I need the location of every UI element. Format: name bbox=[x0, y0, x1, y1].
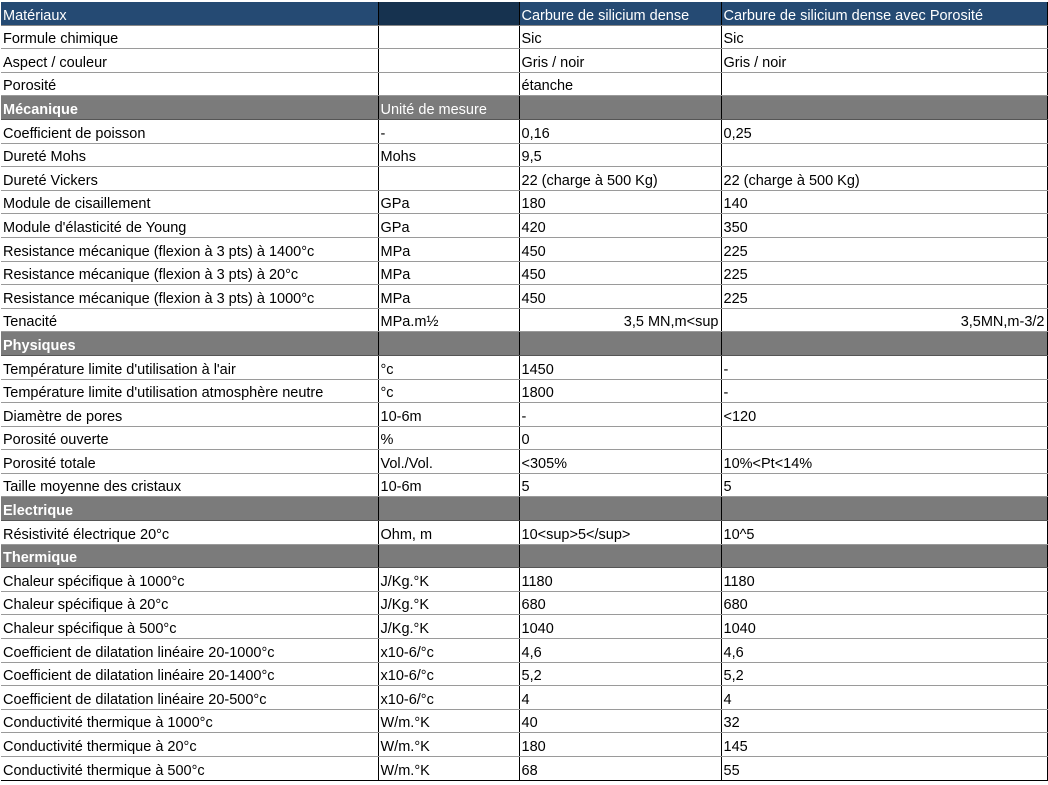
section-row bbox=[1, 96, 1047, 120]
table-row bbox=[1, 591, 1047, 615]
table-cell[interactable]: 1040 bbox=[721, 615, 1047, 639]
table-cell[interactable]: °c bbox=[378, 355, 519, 379]
table-cell[interactable]: 4,6 bbox=[519, 639, 721, 663]
table-cell[interactable] bbox=[378, 167, 519, 191]
table-cell[interactable]: Conductivité thermique à 20°c bbox=[1, 733, 378, 757]
table-row bbox=[1, 757, 1047, 781]
section-cell[interactable] bbox=[721, 497, 1047, 521]
table-row bbox=[1, 662, 1047, 686]
table-cell[interactable]: 5 bbox=[519, 473, 721, 497]
table-cell[interactable]: 40 bbox=[519, 709, 721, 733]
table-cell[interactable]: Porosité bbox=[1, 72, 378, 96]
table-cell[interactable]: Coefficient de dilatation linéaire 20-1000°c bbox=[1, 639, 378, 663]
table-cell[interactable]: 140 bbox=[721, 190, 1047, 214]
table-cell[interactable]: GPa bbox=[378, 190, 519, 214]
table-row bbox=[1, 214, 1047, 238]
table-cell[interactable]: 225 bbox=[721, 285, 1047, 309]
table-cell[interactable] bbox=[378, 25, 519, 49]
table-cell[interactable]: 680 bbox=[721, 591, 1047, 615]
table-cell[interactable]: MPa bbox=[378, 285, 519, 309]
table-cell[interactable]: étanche bbox=[519, 72, 721, 96]
table-cell[interactable] bbox=[378, 72, 519, 96]
table-cell[interactable]: Chaleur spécifique à 1000°c bbox=[1, 568, 378, 592]
table-cell[interactable]: <305% bbox=[519, 450, 721, 474]
table-cell[interactable]: - bbox=[519, 403, 721, 427]
table-row bbox=[1, 379, 1047, 403]
table-cell[interactable]: 145 bbox=[721, 733, 1047, 757]
table-cell[interactable]: °c bbox=[378, 379, 519, 403]
header-cell[interactable] bbox=[378, 2, 519, 25]
table-cell[interactable]: 10<sup>5</sup> bbox=[519, 521, 721, 545]
table-cell[interactable]: Résistivité électrique 20°c bbox=[1, 521, 378, 545]
table-cell[interactable]: 10-6m bbox=[378, 403, 519, 427]
section-cell[interactable] bbox=[519, 332, 721, 356]
table-cell[interactable]: Formule chimique bbox=[1, 25, 378, 49]
table-row bbox=[1, 261, 1047, 285]
table-cell[interactable]: Ohm, m bbox=[378, 521, 519, 545]
table-cell[interactable] bbox=[378, 49, 519, 73]
table-cell[interactable]: 0 bbox=[519, 426, 721, 450]
table-cell[interactable]: 350 bbox=[721, 214, 1047, 238]
header-cell[interactable]: Matériaux bbox=[1, 2, 378, 25]
table-cell[interactable]: Conductivité thermique à 500°c bbox=[1, 757, 378, 781]
table-cell[interactable]: x10-6/°c bbox=[378, 639, 519, 663]
table-row bbox=[1, 49, 1047, 73]
table-row bbox=[1, 119, 1047, 143]
table-cell[interactable]: Module d'élasticité de Young bbox=[1, 214, 378, 238]
section-cell[interactable] bbox=[378, 544, 519, 568]
section-cell[interactable]: Mécanique bbox=[1, 96, 378, 120]
table-cell[interactable]: J/Kg.°K bbox=[378, 568, 519, 592]
table-cell[interactable]: Conductivité thermique à 1000°c bbox=[1, 709, 378, 733]
table-cell[interactable]: 10%<Pt<14% bbox=[721, 450, 1047, 474]
table-cell[interactable]: 1180 bbox=[519, 568, 721, 592]
table-row bbox=[1, 450, 1047, 474]
table-cell[interactable]: 32 bbox=[721, 709, 1047, 733]
table-cell[interactable]: - bbox=[721, 355, 1047, 379]
table-row bbox=[1, 403, 1047, 427]
table-cell[interactable]: Resistance mécanique (flexion à 3 pts) à 20°c bbox=[1, 261, 378, 285]
table-cell[interactable] bbox=[721, 72, 1047, 96]
table-cell[interactable]: 450 bbox=[519, 261, 721, 285]
section-row bbox=[1, 544, 1047, 568]
table-cell[interactable]: 4 bbox=[519, 686, 721, 710]
table-row bbox=[1, 709, 1047, 733]
table-cell[interactable]: Porosité totale bbox=[1, 450, 378, 474]
table-cell[interactable]: Resistance mécanique (flexion à 3 pts) à 1000°c bbox=[1, 285, 378, 309]
section-row bbox=[1, 332, 1047, 356]
table-cell[interactable]: 4 bbox=[721, 686, 1047, 710]
materials-table bbox=[1, 2, 1048, 781]
table-cell[interactable]: 10^5 bbox=[721, 521, 1047, 545]
table-cell[interactable]: 9,5 bbox=[519, 143, 721, 167]
table-cell[interactable]: 680 bbox=[519, 591, 721, 615]
section-cell[interactable]: Thermique bbox=[1, 544, 378, 568]
table-cell[interactable]: <120 bbox=[721, 403, 1047, 427]
table-cell[interactable]: J/Kg.°K bbox=[378, 591, 519, 615]
table-cell[interactable]: x10-6/°c bbox=[378, 686, 519, 710]
table-cell[interactable]: 0,16 bbox=[519, 119, 721, 143]
table-cell[interactable]: GPa bbox=[378, 214, 519, 238]
table-cell[interactable]: 1040 bbox=[519, 615, 721, 639]
table-row bbox=[1, 473, 1047, 497]
table-row bbox=[1, 190, 1047, 214]
table-row bbox=[1, 308, 1047, 332]
table-cell[interactable]: Coefficient de dilatation linéaire 20-500°c bbox=[1, 686, 378, 710]
table-cell[interactable]: Coefficient de poisson bbox=[1, 119, 378, 143]
table-row bbox=[1, 568, 1047, 592]
table-cell[interactable]: 225 bbox=[721, 261, 1047, 285]
table-cell[interactable]: Aspect / couleur bbox=[1, 49, 378, 73]
table-cell[interactable]: Module de cisaillement bbox=[1, 190, 378, 214]
table-cell[interactable]: Gris / noir bbox=[519, 49, 721, 73]
table-cell[interactable]: 22 (charge à 500 Kg) bbox=[519, 167, 721, 191]
table-row bbox=[1, 167, 1047, 191]
table-cell[interactable]: 1180 bbox=[721, 568, 1047, 592]
section-cell[interactable] bbox=[519, 96, 721, 120]
section-cell[interactable] bbox=[519, 544, 721, 568]
table-cell[interactable]: MPa bbox=[378, 237, 519, 261]
table-cell[interactable]: 68 bbox=[519, 757, 721, 781]
table-cell[interactable] bbox=[721, 426, 1047, 450]
table-row bbox=[1, 639, 1047, 663]
table-cell[interactable]: - bbox=[721, 379, 1047, 403]
table-cell[interactable]: 5,2 bbox=[721, 662, 1047, 686]
table-cell[interactable]: Porosité ouverte bbox=[1, 426, 378, 450]
table-cell[interactable]: W/m.°K bbox=[378, 733, 519, 757]
table-cell[interactable]: W/m.°K bbox=[378, 757, 519, 781]
table-cell[interactable]: Dureté Mohs bbox=[1, 143, 378, 167]
table-cell[interactable]: 420 bbox=[519, 214, 721, 238]
table-cell[interactable]: Température limite d'utilisation atmosphère neutre bbox=[1, 379, 378, 403]
header-cell[interactable]: Carbure de silicium dense avec Porosité bbox=[721, 2, 1047, 25]
table-cell[interactable]: Resistance mécanique (flexion à 3 pts) à 1400°c bbox=[1, 237, 378, 261]
table-cell[interactable]: 1800 bbox=[519, 379, 721, 403]
table-cell[interactable]: 5,2 bbox=[519, 662, 721, 686]
section-cell[interactable] bbox=[378, 497, 519, 521]
table-cell[interactable]: 22 (charge à 500 Kg) bbox=[721, 167, 1047, 191]
table-row bbox=[1, 25, 1047, 49]
table-row bbox=[1, 686, 1047, 710]
table-row bbox=[1, 285, 1047, 309]
table-cell[interactable]: Chaleur spécifique à 20°c bbox=[1, 591, 378, 615]
section-cell[interactable] bbox=[519, 497, 721, 521]
table-cell[interactable]: 0,25 bbox=[721, 119, 1047, 143]
table-cell[interactable]: 180 bbox=[519, 190, 721, 214]
table-cell[interactable]: MPa bbox=[378, 261, 519, 285]
table-cell[interactable]: - bbox=[378, 119, 519, 143]
table-cell[interactable]: Température limite d'utilisation à l'air bbox=[1, 355, 378, 379]
table-cell[interactable]: Sic bbox=[519, 25, 721, 49]
section-cell[interactable] bbox=[721, 544, 1047, 568]
table-cell[interactable] bbox=[721, 143, 1047, 167]
table-row bbox=[1, 615, 1047, 639]
table-cell[interactable]: J/Kg.°K bbox=[378, 615, 519, 639]
header-row bbox=[1, 2, 1047, 25]
table-row bbox=[1, 355, 1047, 379]
section-row bbox=[1, 497, 1047, 521]
section-cell[interactable] bbox=[721, 96, 1047, 120]
section-cell[interactable]: Physiques bbox=[1, 332, 378, 356]
table-cell[interactable]: W/m.°K bbox=[378, 709, 519, 733]
table-row bbox=[1, 72, 1047, 96]
table-row bbox=[1, 426, 1047, 450]
section-cell[interactable] bbox=[378, 332, 519, 356]
table-cell[interactable]: Gris / noir bbox=[721, 49, 1047, 73]
table-cell[interactable]: 10-6m bbox=[378, 473, 519, 497]
table-cell[interactable]: 450 bbox=[519, 237, 721, 261]
table-row bbox=[1, 733, 1047, 757]
header-cell[interactable]: Carbure de silicium dense bbox=[519, 2, 721, 25]
table-cell[interactable]: Coefficient de dilatation linéaire 20-1400°c bbox=[1, 662, 378, 686]
table-cell[interactable]: 5 bbox=[721, 473, 1047, 497]
table-cell[interactable]: 180 bbox=[519, 733, 721, 757]
section-cell[interactable]: Unité de mesure bbox=[378, 96, 519, 120]
table-cell[interactable]: 450 bbox=[519, 285, 721, 309]
table-cell[interactable]: 3,5MN,m-3/2 bbox=[721, 308, 1047, 332]
table-row bbox=[1, 237, 1047, 261]
table-cell[interactable]: 225 bbox=[721, 237, 1047, 261]
table-cell[interactable]: 55 bbox=[721, 757, 1047, 781]
section-cell[interactable]: Electrique bbox=[1, 497, 378, 521]
table-cell[interactable]: Dureté Vickers bbox=[1, 167, 378, 191]
table-cell[interactable]: 1450 bbox=[519, 355, 721, 379]
table-cell[interactable]: Diamètre de pores bbox=[1, 403, 378, 427]
table-cell[interactable]: % bbox=[378, 426, 519, 450]
table-cell[interactable]: x10-6/°c bbox=[378, 662, 519, 686]
table-cell[interactable]: 3,5 MN,m<sup bbox=[519, 308, 721, 332]
table-body bbox=[1, 2, 1047, 780]
table-cell[interactable]: Vol./Vol. bbox=[378, 450, 519, 474]
section-cell[interactable] bbox=[721, 332, 1047, 356]
table-cell[interactable]: Sic bbox=[721, 25, 1047, 49]
table-cell[interactable]: 4,6 bbox=[721, 639, 1047, 663]
table-cell[interactable]: MPa.m½ bbox=[378, 308, 519, 332]
table-cell[interactable]: Tenacité bbox=[1, 308, 378, 332]
table-cell[interactable]: Taille moyenne des cristaux bbox=[1, 473, 378, 497]
table-cell[interactable]: Chaleur spécifique à 500°c bbox=[1, 615, 378, 639]
table-cell[interactable]: Mohs bbox=[378, 143, 519, 167]
table-row bbox=[1, 521, 1047, 545]
table-row bbox=[1, 143, 1047, 167]
